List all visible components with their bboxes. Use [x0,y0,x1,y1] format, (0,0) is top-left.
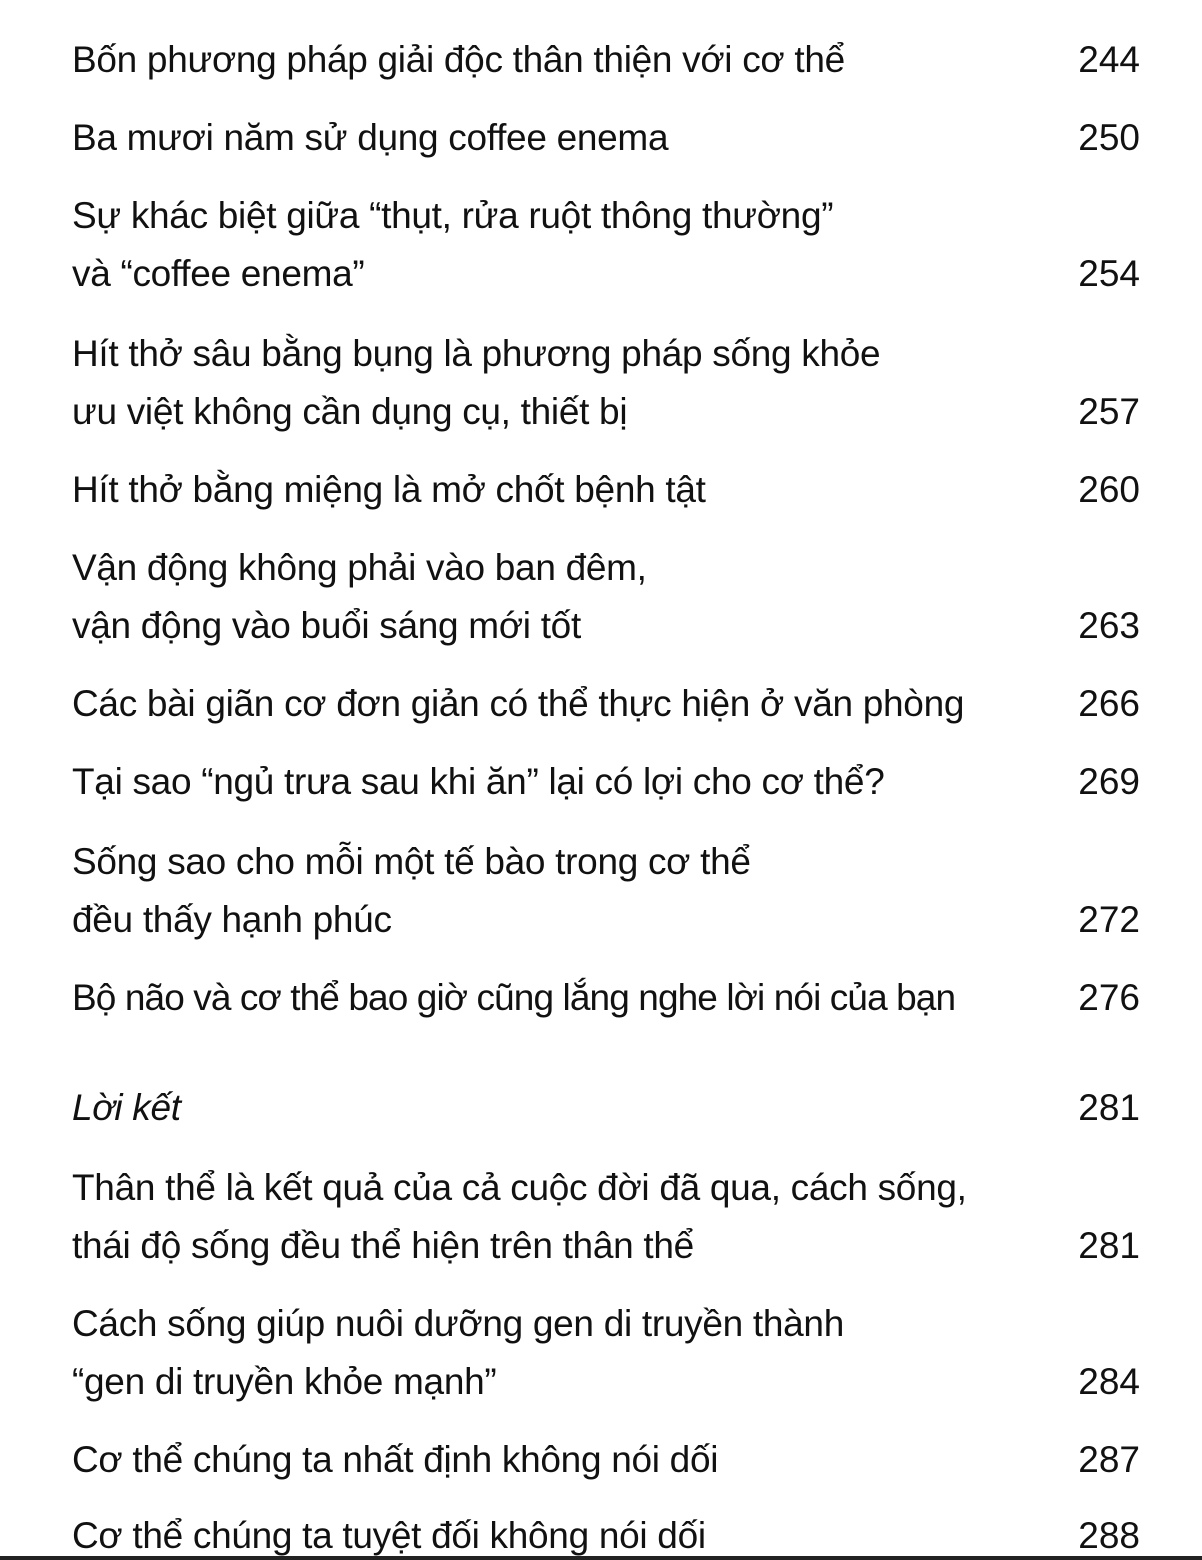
toc-entry-title-line-1: Hít thở sâu bằng bụng là phương pháp sống khỏe [72,333,881,374]
toc-entry-title: Các bài giãn cơ đơn giản có thể thực hiện ở văn phòng [72,683,965,724]
toc-entry-title-line-1: Thân thể là kết quả của cả cuộc đời đã qua, cách sống, [72,1167,967,1208]
toc-section-heading [72,1086,1140,1130]
toc-entry [72,332,1140,434]
toc-entry [72,1514,1140,1558]
toc-entry-page: 250 [1078,117,1140,158]
toc-entry [72,976,1140,1020]
toc-entry-page: 257 [1078,391,1140,432]
toc-entry-page: 263 [1078,605,1140,646]
toc-entry-page: 260 [1078,469,1140,510]
toc-entry [72,682,1140,726]
toc-entry-page: 288 [1078,1515,1140,1556]
toc-entry-page: 276 [1078,977,1140,1018]
toc-entry-title: Hít thở bằng miệng là mở chốt bệnh tật [72,469,706,510]
toc-entry [72,760,1140,804]
toc-entry-title-line-2: đều thấy hạnh phúc [72,899,392,940]
toc-entry [72,1302,1140,1404]
toc-entry-title: Bốn phương pháp giải độc thân thiện với cơ thể [72,39,845,80]
toc-entry-title: Ba mươi năm sử dụng coffee enema [72,117,669,158]
toc-entry-title-line-1: Sống sao cho mỗi một tế bào trong cơ thể [72,841,751,882]
toc-entry-page: 287 [1078,1439,1140,1480]
toc-entry [72,116,1140,160]
toc-entry-page: 266 [1078,683,1140,724]
toc-entry [72,468,1140,512]
toc-entry-title-line-2: vận động vào buổi sáng mới tốt [72,605,581,646]
toc-entry-title: Cơ thể chúng ta tuyệt đối không nói dối [72,1515,706,1556]
toc-entry-page: 254 [1078,253,1140,294]
toc-entry-page: 272 [1078,899,1140,940]
toc-entry-title-line-2: và “coffee enema” [72,253,365,294]
toc-entry [72,546,1140,648]
toc-entry-title-line-1: Sự khác biệt giữa “thụt, rửa ruột thông thường” [72,195,834,236]
toc-entry-title-line-1: Vận động không phải vào ban đêm, [72,547,647,588]
toc-entry-title-line-2: thái độ sống đều thể hiện trên thân thể [72,1225,694,1266]
toc-section-title: Lời kết [72,1087,181,1128]
toc-entry-page: 281 [1078,1087,1140,1128]
toc-entry-page: 284 [1078,1361,1140,1402]
toc-entry-title-line-1: Cách sống giúp nuôi dưỡng gen di truyền thành [72,1303,844,1344]
toc-entry [72,194,1140,296]
toc-entry-page: 281 [1078,1225,1140,1266]
toc-entry [72,1438,1140,1482]
toc-entry-title-line-2: “gen di truyền khỏe mạnh” [72,1361,497,1402]
toc-entry [72,840,1140,942]
toc-entry [72,38,1140,82]
toc-entry [72,1166,1140,1268]
toc-entry-page: 244 [1078,39,1140,80]
page-bottom-edge [0,1556,1202,1560]
toc-entry-page: 269 [1078,761,1140,802]
toc-entry-title: Cơ thể chúng ta nhất định không nói dối [72,1439,719,1480]
toc-entry-title: Tại sao “ngủ trưa sau khi ăn” lại có lợi cho cơ thể? [72,761,885,802]
toc-entry-title: Bộ não và cơ thể bao giờ cũng lắng nghe lời nói của bạn [72,977,956,1018]
toc-entry-title-line-2: ưu việt không cần dụng cụ, thiết bị [72,391,628,432]
